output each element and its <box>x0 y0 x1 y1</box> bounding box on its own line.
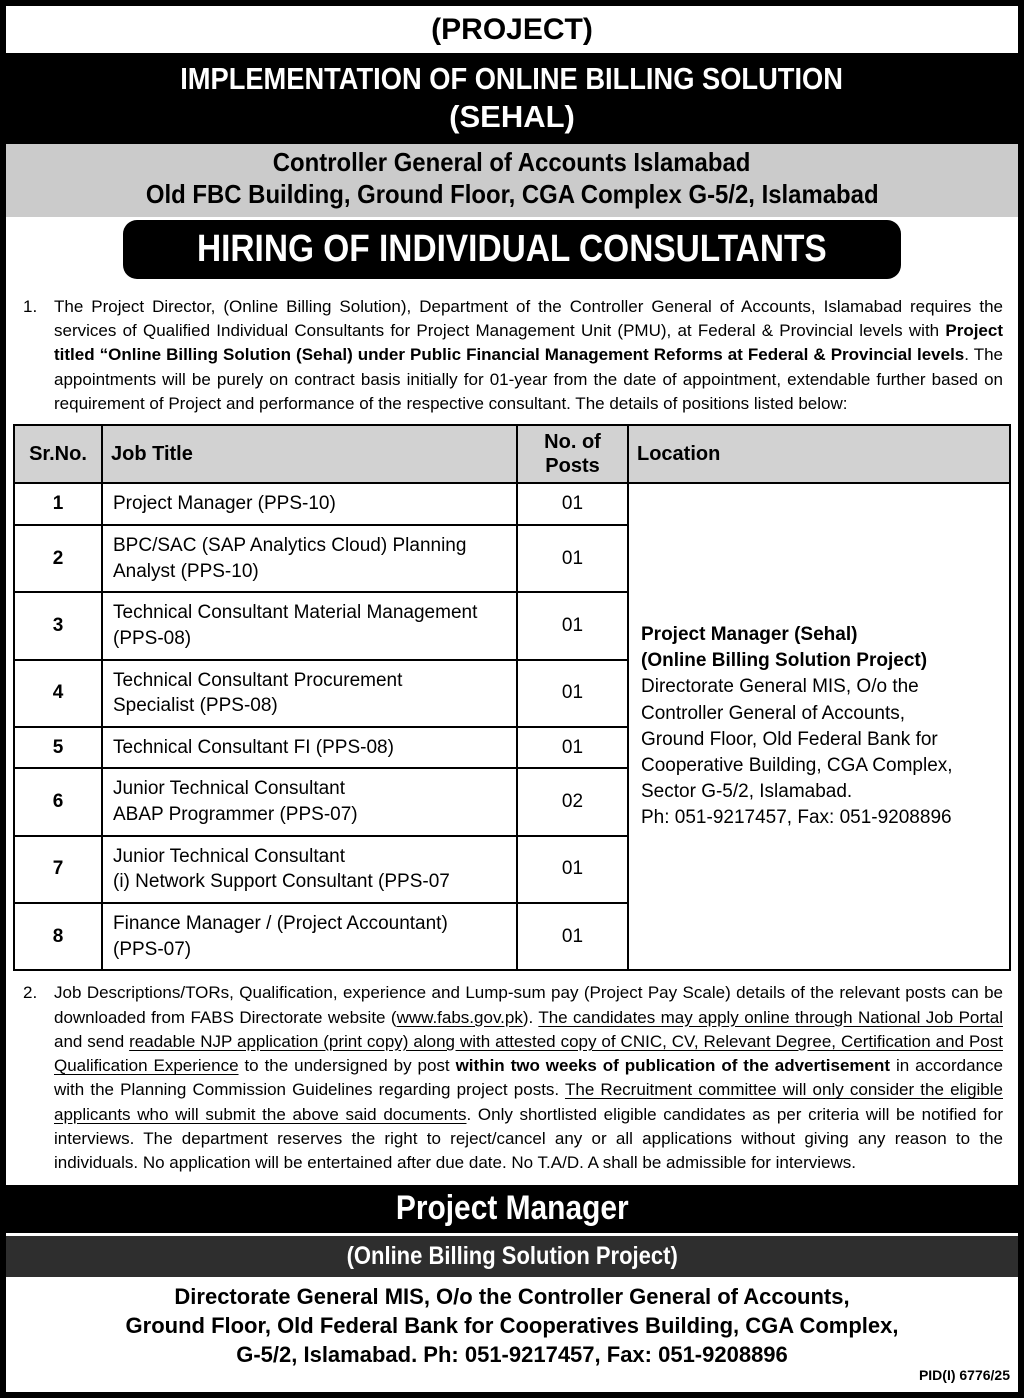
text-line: Junior Technical Consultant <box>113 845 346 867</box>
text-line: Cooperative Building, CGA Complex, <box>641 755 953 777</box>
title-bar <box>6 53 1018 144</box>
table-header <box>14 425 1010 483</box>
text-line: Junior Technical Consultant <box>113 778 346 800</box>
text-line: (i) Network Support Consultant (PPS-07 <box>113 871 450 893</box>
cell-job-title <box>102 903 517 970</box>
text-line: Technical Consultant Material Management <box>113 602 478 624</box>
cell-sr-no: 4 <box>14 660 102 727</box>
text-line: BPC/SAC (SAP Analytics Cloud) Planning <box>113 534 467 556</box>
cell-job-title <box>102 727 517 769</box>
cell-sr-no: 8 <box>14 903 102 970</box>
text-line: Finance Manager / (Project Accountant) <box>113 913 448 934</box>
text-segment: and send <box>54 1031 130 1051</box>
organization-name-text: Controller General of Accounts Islamabad <box>273 147 751 178</box>
cell-no-of-posts: 01 <box>517 483 628 525</box>
cell-no-of-posts: 02 <box>517 768 628 835</box>
organization-name <box>6 147 1018 179</box>
text-line: (PPS-08) <box>113 627 192 649</box>
paragraph-1-body <box>54 295 1003 416</box>
job-table-body <box>14 483 1010 970</box>
paragraph-2 <box>23 981 1003 1175</box>
text-line: Analyst (PPS-10) <box>113 560 259 582</box>
text-segment: ). <box>522 1007 539 1027</box>
text-segment: The Recruitment committee will only consider the eligible applicants who will submit the above said documents <box>54 1080 1003 1124</box>
text-line: Ground Floor, Old Federal Bank for Cooperatives Building, CGA Complex, <box>125 1312 899 1338</box>
text-segment: . The appointments will be purely on contract basis initially for 01-year from the date of appointment, extendable further based on requirement of Project and performance of the respective consultant. The details of positions listed below: <box>54 345 1003 414</box>
cell-no-of-posts: 01 <box>517 836 628 903</box>
banner-wrap <box>6 217 1018 285</box>
hiring-banner-text: HIRING OF INDIVIDUAL CONSULTANTS <box>197 227 827 270</box>
column-header-sr-no: Sr.No. <box>14 425 102 483</box>
text-segment: The Project Director, (Online Billing Solution), Department of the Controller General of Accounts, Islamabad requires the services of Qualified Individual Consultants for Project Management Unit (PMU), at Federal & Provincial levels with <box>54 296 1003 341</box>
text-line: (Online Billing Solution Project) <box>641 650 928 672</box>
paragraph-1 <box>23 295 1003 416</box>
cell-sr-no: 5 <box>14 727 102 769</box>
hiring-banner <box>123 220 901 279</box>
title-line-1-text: IMPLEMENTATION OF ONLINE BILLING SOLUTION <box>180 61 844 96</box>
cell-job-title <box>102 836 517 903</box>
title-line-1 <box>6 60 1018 99</box>
cell-job-title <box>102 660 517 727</box>
cell-sr-no: 2 <box>14 525 102 592</box>
cell-no-of-posts: 01 <box>517 903 628 970</box>
text-line: Directorate General MIS, O/o the Controller General of Accounts, <box>174 1283 850 1309</box>
text-line: Sector G-5/2, Islamabad. <box>641 781 853 803</box>
organization-address <box>6 179 1018 211</box>
footer-subtitle-bar <box>6 1236 1018 1277</box>
cell-location <box>628 483 1010 970</box>
table-row <box>14 483 1010 525</box>
organization-address-text: Old FBC Building, Ground Floor, CGA Complex G-5/2, Islamabad <box>145 179 879 210</box>
cell-job-title <box>102 592 517 659</box>
cell-job-title <box>102 768 517 835</box>
text-segment: readable NJP application (print copy) along with attested copy of CNIC, CV, Relevant Degree, Certification and Post Qualification Experience <box>54 1031 1003 1076</box>
text-segment: . Only shortlisted eligible candidates as per criteria will be notified for interviews. The department reserves the right to reject/cancel any or all applications without giving any reason to the individuals. No application will be entertained after due date. No T.A/D. A shall be admissible for interviews. <box>54 1104 1003 1173</box>
paragraph-1-number: 1. <box>23 296 38 316</box>
text-line: Specialist (PPS-08) <box>113 695 278 717</box>
text-segment: The candidates may apply online through National Job Portal <box>538 1007 1003 1027</box>
text-line: Project Manager (Sehal) <box>641 623 858 645</box>
text-line: ABAP Programmer (PPS-07) <box>113 804 358 826</box>
text-segment: www.fabs.gov.pk <box>396 1007 523 1027</box>
project-label-bar <box>6 6 1018 53</box>
text-line: Technical Consultant Procurement <box>113 669 403 691</box>
paragraph-2-number: 2. <box>23 983 38 1003</box>
column-header-location: Location <box>628 425 1010 483</box>
column-header-no-of-posts: No. of Posts <box>517 425 628 483</box>
text-segment: within two weeks of publication of the advertisement <box>455 1056 891 1076</box>
text-line: G-5/2, Islamabad. Ph: 051-9217457, Fax: 051-9208896 <box>236 1342 788 1368</box>
organization-bar <box>6 144 1018 216</box>
text-segment: Job Descriptions/TORs, Qualification, experience and Lump-sum pay (Project Pay Scale) details of the relevant posts can be downloaded from FABS Directorate website ( <box>54 983 1003 1027</box>
cell-sr-no: 3 <box>14 592 102 659</box>
table-header-row <box>14 425 1010 483</box>
cell-job-title <box>102 483 517 525</box>
text-line: Directorate General MIS, O/o the <box>641 676 919 698</box>
column-header-job-title: Job Title <box>102 425 517 483</box>
text-line: Technical Consultant FI (PPS-08) <box>113 736 394 758</box>
text-line: Project Manager (PPS-10) <box>113 493 336 515</box>
footer-address <box>6 1277 1018 1370</box>
cell-job-title <box>102 525 517 592</box>
text-segment: in accordance with the Planning Commission Guidelines regarding project posts. <box>54 1056 1003 1100</box>
title-line-2 <box>6 99 1018 135</box>
cell-sr-no: 1 <box>14 483 102 525</box>
text-line: Ground Floor, Old Federal Bank for <box>641 728 938 750</box>
cell-sr-no: 7 <box>14 836 102 903</box>
pid-number: PID(I) 6776/25 <box>918 1367 1010 1384</box>
footer-title-bar <box>6 1185 1018 1236</box>
cell-sr-no: 6 <box>14 768 102 835</box>
text-segment: Project titled “Online Billing Solution (Sehal) under Public Financial Management Reforms at Federal & Provincial levels <box>54 321 1003 365</box>
text-line: Ph: 051-9217457, Fax: 051-9208896 <box>641 807 952 829</box>
text-line: (PPS-07) <box>113 938 192 960</box>
paragraph-2-body <box>54 981 1003 1175</box>
title-line-2-text: (SEHAL) <box>449 98 575 134</box>
cell-no-of-posts: 01 <box>517 592 628 659</box>
positions-table <box>13 424 1011 971</box>
footer-title: Project Manager <box>395 1189 629 1228</box>
footer-subtitle: (Online Billing Solution Project) <box>346 1241 678 1270</box>
cell-no-of-posts: 01 <box>517 525 628 592</box>
project-label: (PROJECT) <box>431 12 593 46</box>
text-line: Controller General of Accounts, <box>641 702 906 724</box>
cell-no-of-posts: 01 <box>517 660 628 727</box>
text-segment: to the undersigned by post <box>238 1056 456 1076</box>
cell-no-of-posts: 01 <box>517 727 628 769</box>
